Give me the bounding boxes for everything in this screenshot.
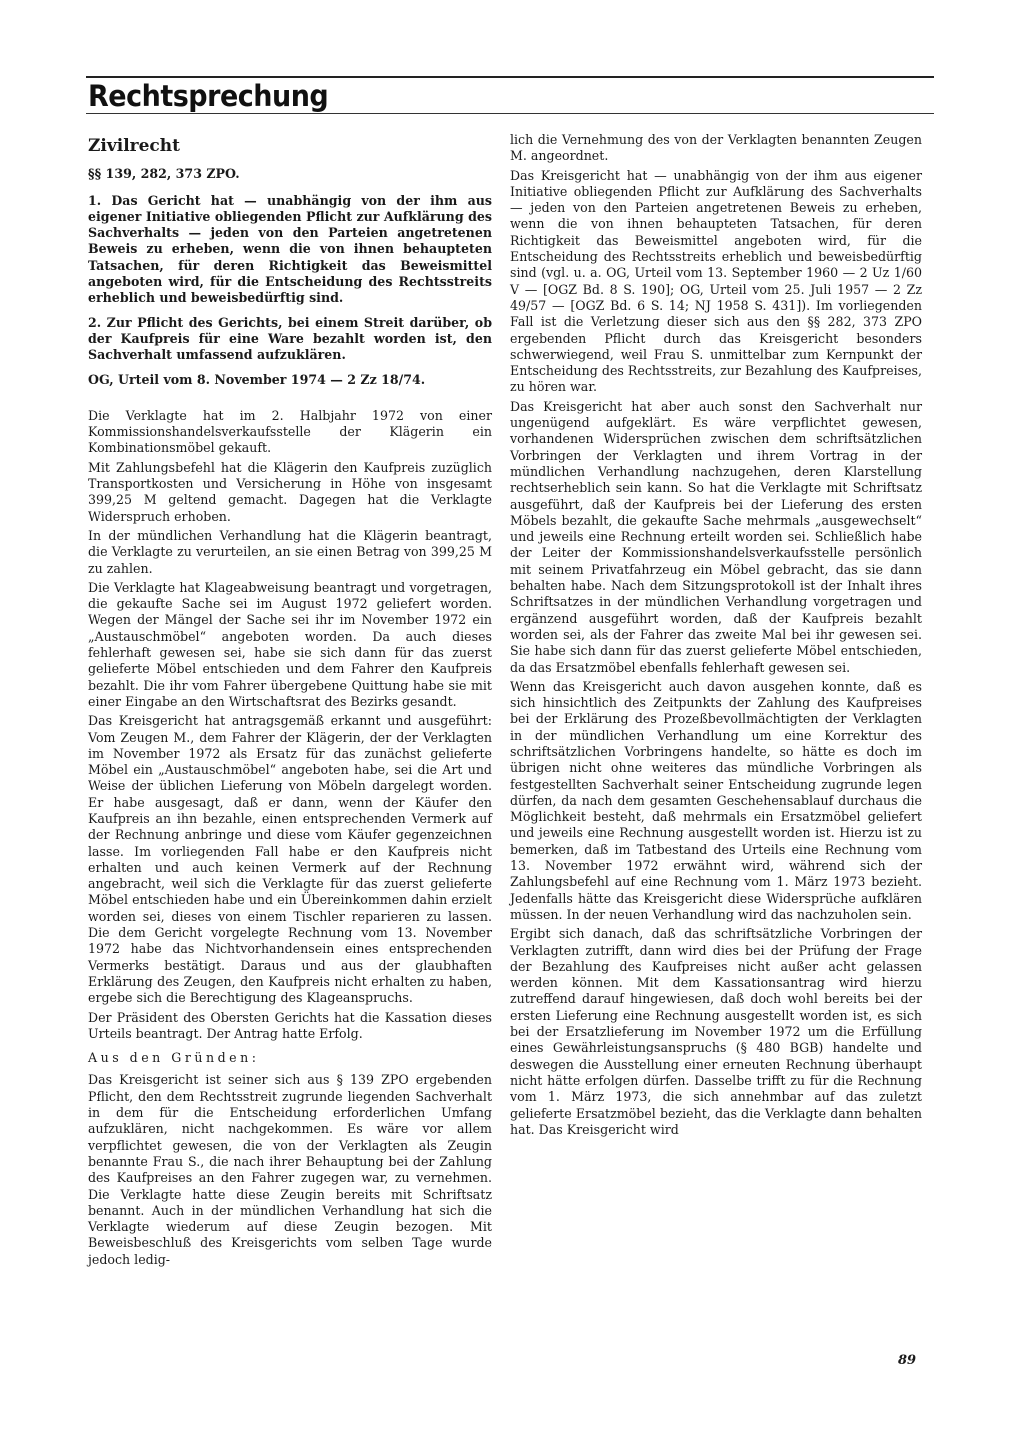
body-paragraph: Der Präsident des Obersten Gerichts hat die Kassation dieses Urteils beantragt. Der Antrag hatte Erfolg. <box>88 1009 492 1041</box>
body-paragraph: Wenn das Kreisgericht auch davon ausgehen konnte, daß es sich hinsichtlich des Zeitpunkts der Zahlung des Kaufpreises bei der Erklärung des Prozeßbevollmächtigten der Verklagten in der mündlichen Verhandlung um eine Korrektur des schriftsätzlichen Vorbringens handelte, so hätte es doch im übrigen nicht ohne weiteres das mündliche Vorbringen als festgestellten Sachverhalt seiner Entscheidung zugrunde legen dürfen, da nach dem gesamten Geschehensablauf durchaus die Möglichkeit besteht, daß mehrmals ein Ersatzmöbel geliefert und jeweils eine Rechnung ausgestellt worden ist. Hierzu ist zu bemerken, daß im Tatbestand des Urteils eine Rechnung vom 13. November 1972 erwähnt wird, während sich der Zahlungsbefehl auf eine Rechnung vom 1. März 1973 bezieht. Jedenfalls hätte das Kreisgericht diese Widersprüche aufklären müssen. In der neuen Verhandlung wird das nachzuholen sein. <box>510 678 922 922</box>
body-paragraph: Das Kreisgericht ist seiner sich aus § 139 ZPO ergebenden Pflicht, den dem Rechtsstreit zugrunde liegenden Sachverhalt in dem für die Entscheidung erforderlichen Umfang aufzuklären, nicht nachgekommen. Es wäre vor allem verpflichtet gewesen, die von der Verklagten als Zeugin benannte Frau S., die nach ihrer Behauptung bei der Zahlung des Kaufpreises an den Fahrer zugegen war, zu vernehmen. Die Verklagte hatte diese Zeugin bereits mit Schriftsatz benannt. Auch in der mündlichen Verhandlung hat sich die Verklagte wiederum auf diese Zeugin bezogen. Mit Beweisbeschluß des Kreisgerichts vom selben Tage wurde jedoch ledig- <box>88 1072 492 1267</box>
case-citation: OG, Urteil vom 8. November 1974 — 2 Zz 18/74. <box>88 371 426 387</box>
body-paragraph: Die Verklagte hat im 2. Halbjahr 1972 von einer Kommissionshandelsverkaufsstelle der Klägerin ein Kombinationsmöbel gekauft. <box>88 407 492 456</box>
left-column <box>88 128 492 1271</box>
section-title: Rechtsprechung <box>88 80 329 114</box>
top-rule <box>86 76 934 78</box>
body-paragraph: Die Verklagte hat Klageabweisung beantragt und vorgetragen, die gekaufte Sache sei im August 1972 geliefert worden. Wegen der Mängel der Sache sei ihr im November 1972 ein „Austauschmöbel“ angeboten worden. Da auch dieses fehlerhaft gewesen sei, habe sie sich dann für das zuerst gelieferte Möbel entschieden und dem Fahrer den Kaufpreis bezahlt. Die ihr vom Fahrer übergebene Quittung habe sie mit einer Eingabe an den Wirtschaftsrat des Bezirks gesandt. <box>88 579 492 709</box>
law-reference: §§ 139, 282, 373 ZPO. <box>88 166 240 182</box>
reasons-heading: Aus den Gründen: <box>88 1050 260 1066</box>
headnote-2: 2. Zur Pflicht des Gerichts, bei einem Streit darüber, ob der Kaufpreis für eine Ware bezahlt worden ist, den Sachverhalt umfassend aufzuklären. <box>88 314 492 363</box>
right-column <box>510 132 922 1141</box>
body-paragraph: Das Kreisgericht hat — unabhängig von der ihm aus eigener Initiative obliegenden Pflicht zur Aufklärung des Sachverhalts — jeden von den Parteien angetretenen Beweis zu erheben, wenn die von ihnen behaupteten Tatsachen, für deren Richtigkeit das Beweismittel angeboten wird, für die Entscheidung des Rechtsstreits erheblich und beweisbedürftig sind (vgl. u. a. OG, Urteil vom 13. September 1960 — 2 Uz 1/60 V — [OGZ Bd. 8 S. 190]; OG, Urteil vom 25. Juli 1957 — 2 Zz 49/57 — [OGZ Bd. 6 S. 14; NJ 1958 S. 431]). Im vorliegenden Fall ist die Verletzung dieser sich aus den §§ 282, 373 ZPO ergebenden Pflicht durch das Kreisgericht besonders schwerwiegend, weil Frau S. unmittelbar zum Kernpunkt der Entscheidung des Rechtsstreits, zur Bezahlung des Kaufpreises, zu hören war. <box>510 167 922 395</box>
headnote-1: 1. Das Gericht hat — unabhängig von der ihm aus eigener Initiative obliegenden Pflicht zur Aufklärung des Sachverhalts — jeden von den Parteien angetretenen Beweis zu erheben, wenn die von ihnen behaupteten Tatsachen, für deren Richtigkeit das Beweismittel angeboten wird, für die Entscheidung des Rechtsstreits erheblich und beweisbedürftig sind. <box>88 192 492 306</box>
body-paragraph: Ergibt sich danach, daß das schriftsätzliche Vorbringen der Verklagten zutrifft, dann wird dies bei der Prüfung der Frage der Bezahlung des Kaufpreises nicht außer acht gelassen werden können. Mit dem Kassationsantrag wird hierzu zutreffend darauf hingewiesen, daß doch wohl bereits bei der ersten Lieferung eine Rechnung ausgestellt worden ist, es sich bei der Ersatzlieferung im November 1972 um die Erfüllung eines Gewährleistungsanspruchs (§ 480 BGB) handelte und deswegen die Ausstellung einer erneuten Rechnung überhaupt nicht hätte erfolgen dürfen. Dasselbe trifft zu für die Rechnung vom 1. März 1973, die sich annehmbar auf das zuletzt gelieferte Ersatzmöbel bezieht, das die Verklagte dann behalten hat. Das Kreisgericht wird <box>510 926 922 1137</box>
body-paragraph: lich die Vernehmung des von der Verklagten benannten Zeugen M. angeordnet. <box>510 132 922 164</box>
body-paragraph: In der mündlichen Verhandlung hat die Klägerin beantragt, die Verklagte zu verurteilen, an sie einen Betrag von 399,25 M zu zahlen. <box>88 527 492 576</box>
area-heading: Zivilrecht <box>88 136 180 156</box>
title-rule <box>86 113 934 114</box>
body-paragraph: Das Kreisgericht hat aber auch sonst den Sachverhalt nur ungenügend aufgeklärt. Es wäre verpflichtet gewesen, vorhandenen Widersprüchen zwischen dem schriftsätzlichen Vorbringen der Verklagten und ihrem Vortrag in der mündlichen Verhandlung nachzugehen, deren Klarstellung rechtserheblich sein kann. So hat die Verklagte mit Schriftsatz ausgeführt, daß der Kaufpreis bei der Lieferung des ersten Möbels bezahlt, die gekaufte Sache mehrmals „ausgewechselt“ und jeweils eine Rechnung erteilt worden sei. Schließlich habe der Leiter der Kommissionshandelsverkaufsstelle persönlich mit seinem Privatfahrzeug ein Möbel gebracht, das sie dann behalten habe. Nach dem Sitzungsprotokoll ist der Inhalt ihres Schriftsatzes in der mündlichen Verhandlung vorgetragen und ergänzend ausgeführt worden, daß der Kaufpreis bezahlt worden sei, als der Fahrer das zweite Mal bei ihr gewesen sei. Sie habe sich dann für das zuerst gelieferte Möbel entschieden, da das Ersatzmöbel ebenfalls fehlerhaft gewesen sei. <box>510 398 922 675</box>
body-paragraph: Das Kreisgericht hat antragsgemäß erkannt und ausgeführt: Vom Zeugen M., dem Fahrer der Klägerin, der der Verklagten im November 1972 als Ersatz für das zunächst gelieferte Möbel ein „Austauschmöbel“ angeboten habe, sei die Art und Weise der üblichen Lieferung von Möbeln dargelegt worden. Er habe ausgesagt, daß er dann, wenn der Käufer den Kaufpreis an ihn bezahle, einen entsprechenden Vermerk auf der Rechnung anbringe und diese vom Käufer gegenzeichnen lasse. Im vorliegenden Fall habe er den Kaufpreis nicht erhalten und auch keinen Vermerk auf der Rechnung angebracht, weil sich die Verklagte für das zuerst gelieferte Möbel entschieden habe und ein Übereinkommen dahin erzielt worden sei, dieses von einem Tischler reparieren zu lassen. Die dem Gericht vorgelegte Rechnung vom 13. November 1972 habe das Nichtvorhandensein eines entsprechenden Vermerks bestätigt. Daraus und aus der glaubhaften Erklärung des Zeugen, den Kaufpreis nicht erhalten zu haben, ergebe sich die Berechtigung des Klageanspruchs. <box>88 713 492 1006</box>
body-paragraph: Mit Zahlungsbefehl hat die Klägerin den Kaufpreis zuzüglich Transportkosten und Versicherung in Höhe von insgesamt 399,25 M geltend gemacht. Dagegen hat die Verklagte Widerspruch erhoben. <box>88 459 492 524</box>
page-number: 89 <box>898 1353 917 1368</box>
